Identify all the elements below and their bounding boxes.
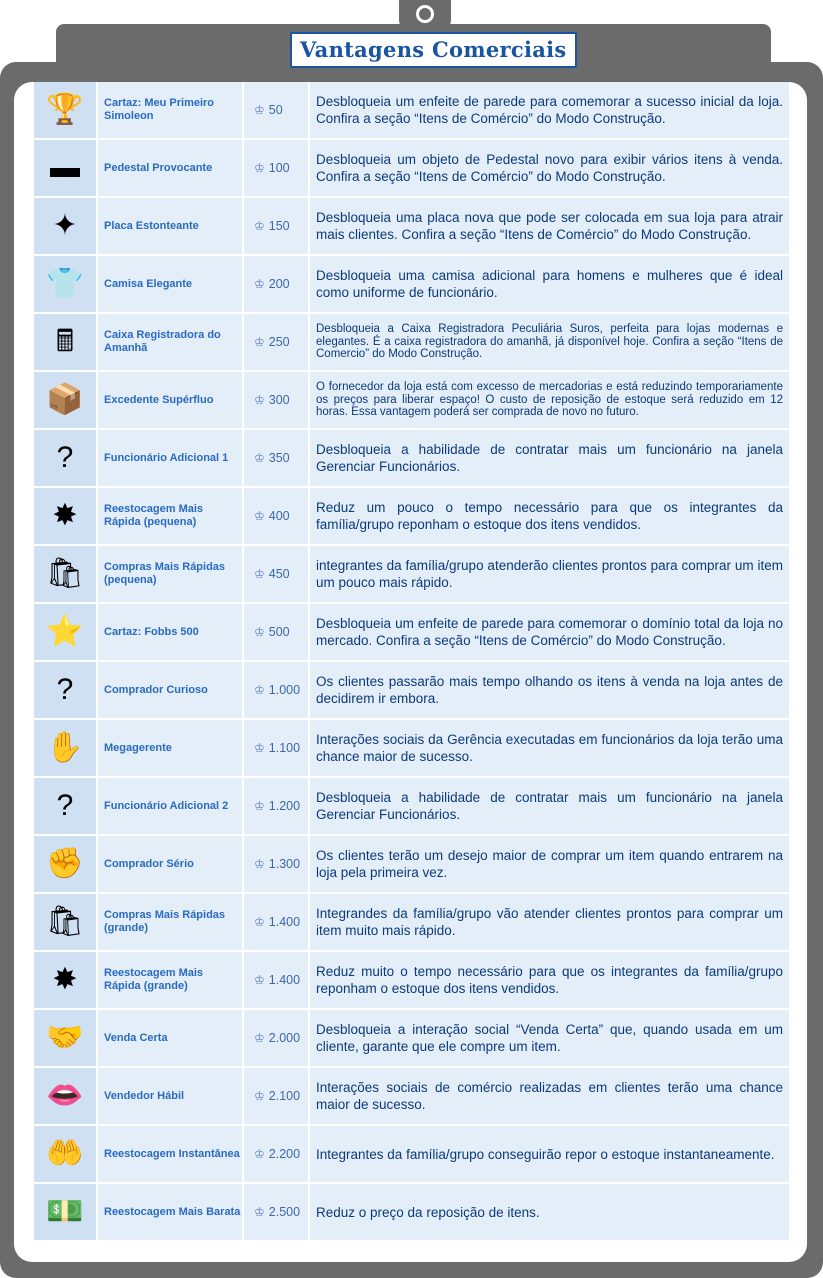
- perk-cost-value: 250: [268, 335, 290, 349]
- perk-description: Os clientes terão um desejo maior de comprar um item quando entrarem na loja pela primeira vez.: [310, 836, 789, 892]
- perk-name: Caixa Registradora do Amanhã: [98, 314, 242, 370]
- satisfaction-points-icon: ♔: [254, 567, 265, 581]
- satisfaction-points-icon: ♔: [254, 219, 265, 233]
- perk-description: Reduz muito o tempo necessário para que os integrantes da família/grupo reponham o estoque dos itens vendidos.: [310, 952, 789, 1008]
- perk-cost-value: 350: [268, 451, 290, 465]
- satisfaction-points-icon: ♔: [254, 1031, 265, 1045]
- perk-description: Interações sociais de comércio realizadas em clientes terão uma chance maior de sucesso.: [310, 1068, 789, 1124]
- perk-description: Desbloqueia a habilidade de contratar mais um funcionário na janela Gerenciar Funcionários.: [310, 778, 789, 834]
- perk-row: [34, 1068, 789, 1124]
- perk-cost: [244, 952, 308, 1008]
- page-title: Vantagens Comerciais: [290, 32, 577, 68]
- perk-description: Desbloqueia uma camisa adicional para homens e mulheres que é ideal como uniforme de funcionário.: [310, 256, 789, 312]
- perk-row: [34, 952, 789, 1008]
- perk-description: Integrandes da família/grupo vão atender clientes prontos para comprar um item muito mais rápido.: [310, 894, 789, 950]
- perk-cost: [244, 488, 308, 544]
- satisfaction-points-icon: ♔: [254, 509, 265, 523]
- perk-name: Compras Mais Rápidas (pequena): [98, 546, 242, 602]
- perk-description: Desbloqueia a habilidade de contratar mais um funcionário na janela Gerenciar Funcionários.: [310, 430, 789, 486]
- perk-row: [34, 894, 789, 950]
- perk-cost: [244, 1068, 308, 1124]
- satisfaction-points-icon: ♔: [254, 973, 265, 987]
- satisfaction-points-icon: ♔: [254, 625, 265, 639]
- perk-cost-value: 300: [268, 393, 290, 407]
- perk-row: [34, 198, 789, 254]
- neon-sign-icon: ✦: [34, 198, 96, 254]
- perk-row: [34, 1010, 789, 1066]
- perk-name: Comprador Curioso: [98, 662, 242, 718]
- perk-name: Vendedor Hábil: [98, 1068, 242, 1124]
- perk-name: Reestocagem Mais Rápida (grande): [98, 952, 242, 1008]
- perk-name: Megagerente: [98, 720, 242, 776]
- satisfaction-points-icon: ♔: [254, 799, 265, 813]
- perk-description: Reduz o preço da reposição de itens.: [310, 1184, 789, 1240]
- perk-row: [34, 256, 789, 312]
- perk-row: [34, 82, 789, 138]
- clip-ring: [416, 5, 434, 23]
- perk-cost-value: 1.400: [268, 973, 301, 987]
- perk-cost-value: 2.500: [268, 1205, 301, 1219]
- perk-cost: [244, 1126, 308, 1182]
- pedestal-icon: ▬: [34, 140, 96, 196]
- perk-description: Desbloqueia a Caixa Registradora Peculiária Suros, perfeita para lojas modernas e elegantes. É a caixa registradora do amanhã, já disponível hoje. Confira a seção “Itens de Comercio” do Modo Construção.: [310, 314, 789, 370]
- perk-name: Cartaz: Fobbs 500: [98, 604, 242, 660]
- perk-description: Desbloqueia um enfeite de parede para comemorar o domínio total da loja no mercado. Confira a seção “Itens de Comércio” do Modo Construção.: [310, 604, 789, 660]
- satisfaction-points-icon: ♔: [254, 1205, 265, 1219]
- satisfaction-points-icon: ♔: [254, 915, 265, 929]
- perk-cost-value: 2.200: [268, 1147, 301, 1161]
- perk-name: Placa Estonteante: [98, 198, 242, 254]
- perk-cost: [244, 430, 308, 486]
- perk-cost: [244, 836, 308, 892]
- perk-cost-value: 2.100: [268, 1089, 301, 1103]
- perk-description: Reduz um pouco o tempo necessário para que os integrantes da família/grupo reponham o estoque dos itens vendidos.: [310, 488, 789, 544]
- money-stack-icon: 💵: [34, 1184, 96, 1240]
- perk-cost: [244, 198, 308, 254]
- shopping-bag-icon: 🛍: [34, 546, 96, 602]
- perk-cost-value: 450: [268, 567, 290, 581]
- perk-description: O fornecedor da loja está com excesso de mercadorias e está reduzindo temporariamente os preços para liberar espaço! O custo de reposição de estoque será reduzido em 12 horas. Essa vantagem poderá ser comprada de novo no futuro.: [310, 372, 789, 428]
- perk-cost-value: 400: [268, 509, 290, 523]
- perk-name: Compras Mais Rápidas (grande): [98, 894, 242, 950]
- perk-cost: [244, 140, 308, 196]
- perk-name: Funcionário Adicional 1: [98, 430, 242, 486]
- satisfaction-points-icon: ♔: [254, 393, 265, 407]
- perk-cost: [244, 256, 308, 312]
- perk-name: Reestocagem Mais Barata: [98, 1184, 242, 1240]
- perk-name: Pedestal Provocante: [98, 140, 242, 196]
- perk-row: [34, 140, 789, 196]
- satisfaction-points-icon: ♔: [254, 1147, 265, 1161]
- perk-row: [34, 662, 789, 718]
- perk-cost-value: 1.200: [268, 799, 301, 813]
- satisfaction-points-icon: ♔: [254, 741, 265, 755]
- perk-cost: [244, 372, 308, 428]
- perk-name: Excedente Supérfluo: [98, 372, 242, 428]
- perk-cost: [244, 720, 308, 776]
- employee-silhouette-icon: ?: [34, 778, 96, 834]
- perk-description: Integrantes da família/grupo conseguirão repor o estoque instantaneamente.: [310, 1126, 789, 1182]
- perk-cost: [244, 546, 308, 602]
- perk-cost-value: 200: [268, 277, 290, 291]
- handshake-icon: 🤝: [34, 1010, 96, 1066]
- perk-row: [34, 604, 789, 660]
- satisfaction-points-icon: ♔: [254, 277, 265, 291]
- perk-row: [34, 1184, 789, 1240]
- perk-cost: [244, 314, 308, 370]
- shopping-bag-star-icon: 🛍: [34, 894, 96, 950]
- perk-cost: [244, 662, 308, 718]
- perk-name: Camisa Elegante: [98, 256, 242, 312]
- perk-description: Desbloqueia um objeto de Pedestal novo para exibir vários itens à venda. Confira a seção “Itens de Comércio” do Modo Construção.: [310, 140, 789, 196]
- trophy-plaque-icon: 🏆: [34, 82, 96, 138]
- smiling-mouth-icon: 👄: [34, 1068, 96, 1124]
- perk-description: integrantes da família/grupo atenderão clientes prontos para comprar um item um pouco mais rápido.: [310, 546, 789, 602]
- satisfaction-points-icon: ♔: [254, 1089, 265, 1103]
- shirt-icon: 👕: [34, 256, 96, 312]
- perk-row: [34, 1126, 789, 1182]
- perk-name: Venda Certa: [98, 1010, 242, 1066]
- fist-money-icon: ✊: [34, 836, 96, 892]
- perk-row: [34, 488, 789, 544]
- satisfaction-points-icon: ♔: [254, 335, 265, 349]
- perk-cost-value: 1.000: [268, 683, 301, 697]
- restock-small-icon: ✸: [34, 488, 96, 544]
- perk-cost-value: 500: [268, 625, 290, 639]
- perk-cost: [244, 778, 308, 834]
- cash-register-icon: 🖩: [34, 314, 96, 370]
- perk-row: [34, 778, 789, 834]
- coin-hand-icon: 🤲: [34, 1126, 96, 1182]
- perk-cost-value: 1.400: [268, 915, 301, 929]
- perk-name: Comprador Sério: [98, 836, 242, 892]
- satisfaction-points-icon: ♔: [254, 451, 265, 465]
- perk-cost: [244, 1010, 308, 1066]
- perk-description: Desbloqueia um enfeite de parede para comemorar a sucesso inicial da loja. Confira a seção “Itens de Comércio” do Modo Construção.: [310, 82, 789, 138]
- perk-cost: [244, 82, 308, 138]
- perk-row: [34, 546, 789, 602]
- perk-cost: [244, 1184, 308, 1240]
- satisfaction-points-icon: ♔: [254, 103, 265, 117]
- puppet-icon: ✋: [34, 720, 96, 776]
- perk-cost-value: 1.100: [268, 741, 301, 755]
- perk-row: [34, 314, 789, 370]
- perk-cost-value: 100: [268, 161, 290, 175]
- perk-name: Funcionário Adicional 2: [98, 778, 242, 834]
- employee-silhouette-icon: ?: [34, 430, 96, 486]
- surplus-goods-icon: 📦: [34, 372, 96, 428]
- perk-cost: [244, 894, 308, 950]
- perk-row: [34, 430, 789, 486]
- perk-cost-value: 50: [268, 103, 283, 117]
- perk-row: [34, 372, 789, 428]
- satisfaction-points-icon: ♔: [254, 683, 265, 697]
- perk-row: [34, 836, 789, 892]
- perk-name: Cartaz: Meu Primeiro Simoleon: [98, 82, 242, 138]
- trophy-star-icon: ⭐: [34, 604, 96, 660]
- perk-cost-value: 2.000: [268, 1031, 301, 1045]
- restock-large-icon: ✸: [34, 952, 96, 1008]
- perk-description: Interações sociais da Gerência executadas em funcionários da loja terão uma chance maior de sucesso.: [310, 720, 789, 776]
- perk-description: Desbloqueia a interação social “Venda Certa” que, quando usada em um cliente, garante que ele compre um item.: [310, 1010, 789, 1066]
- perk-row: [34, 720, 789, 776]
- perk-description: Os clientes passarão mais tempo olhando os itens à venda na loja antes de decidirem ir embora.: [310, 662, 789, 718]
- perk-cost: [244, 604, 308, 660]
- satisfaction-points-icon: ♔: [254, 857, 265, 871]
- question-mark-icon: ?: [34, 662, 96, 718]
- perk-description: Desbloqueia uma placa nova que pode ser colocada em sua loja para atrair mais clientes. Confira a seção “Itens de Comércio” do Modo Construção.: [310, 198, 789, 254]
- satisfaction-points-icon: ♔: [254, 161, 265, 175]
- perk-name: Reestocagem Instantânea: [98, 1126, 242, 1182]
- perk-cost-value: 1.300: [268, 857, 301, 871]
- perk-name: Reestocagem Mais Rápida (pequena): [98, 488, 242, 544]
- perk-cost-value: 150: [268, 219, 290, 233]
